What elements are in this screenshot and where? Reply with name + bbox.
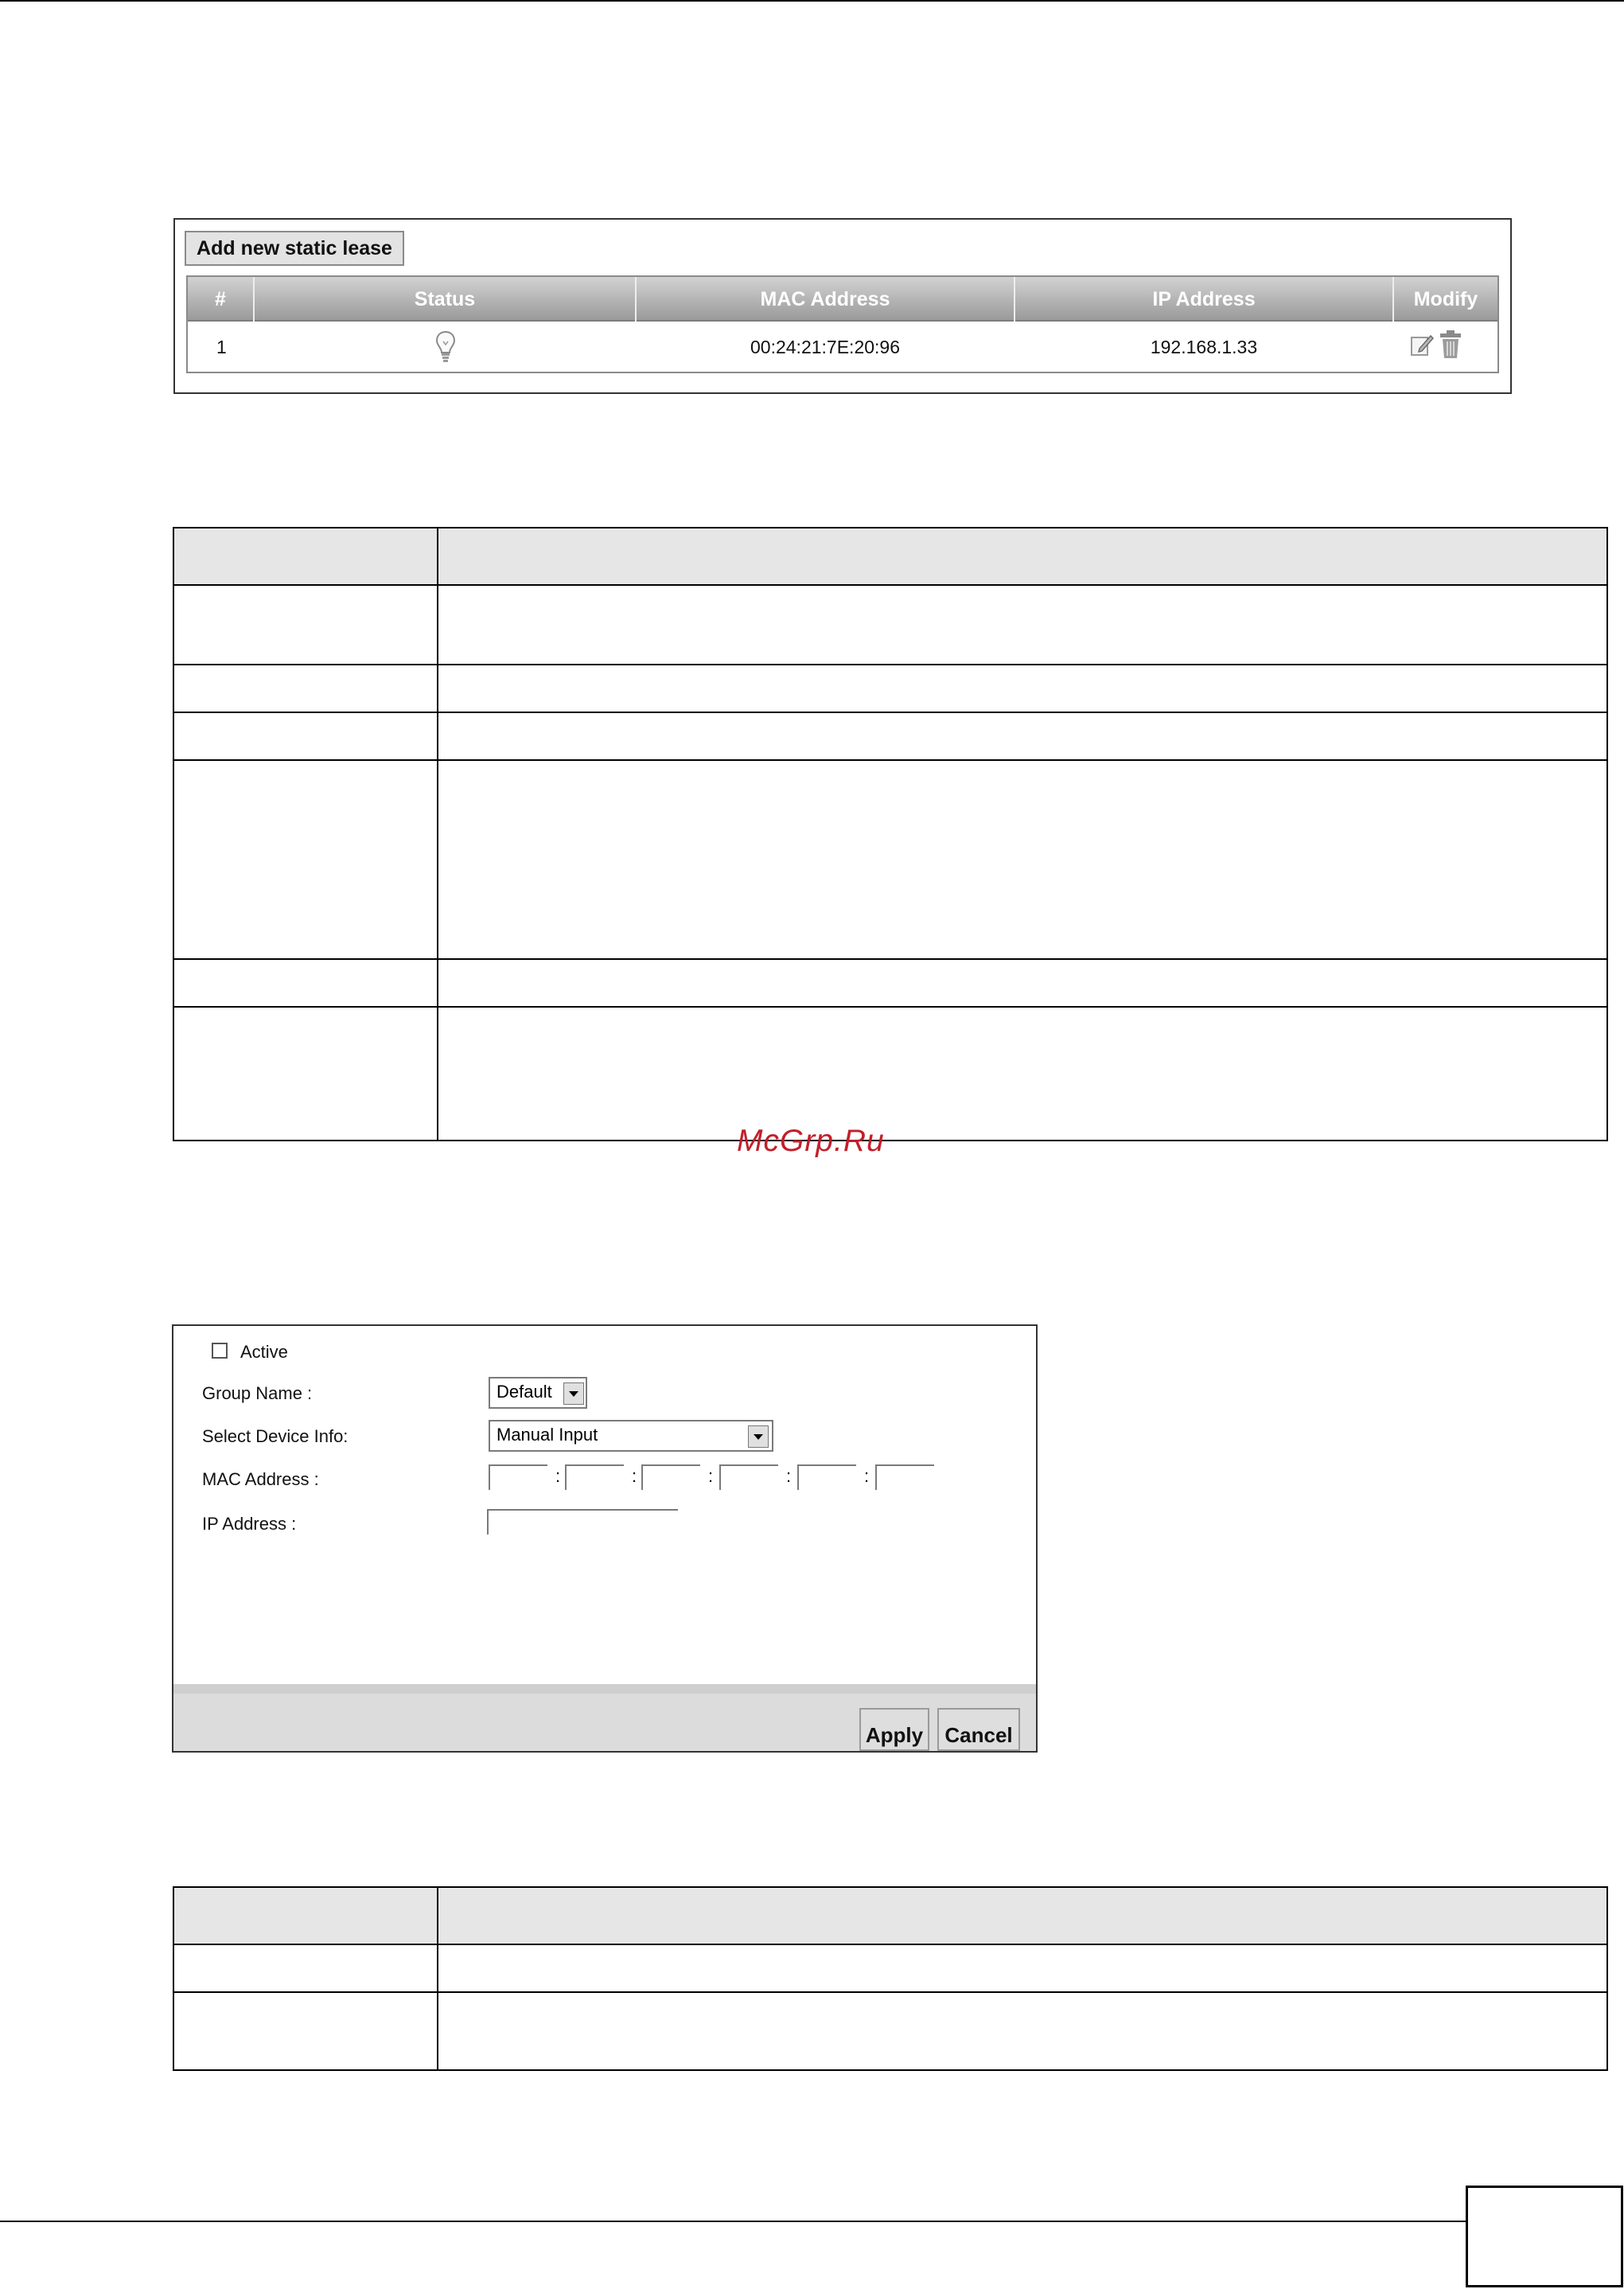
- edit-icon[interactable]: [1410, 333, 1434, 358]
- row-divider: [174, 712, 1606, 713]
- mac-octet-2-input[interactable]: [565, 1464, 624, 1490]
- footer-rule: [0, 2221, 1466, 2222]
- mac-octet-6-input[interactable]: [875, 1464, 934, 1490]
- mac-separator: :: [632, 1466, 637, 1486]
- mac-separator: :: [708, 1466, 714, 1486]
- column-divider: [437, 1888, 438, 2069]
- row-index: 1: [216, 337, 227, 357]
- table-row: [188, 322, 1497, 373]
- mac-octet-3-input[interactable]: [641, 1464, 700, 1490]
- row-divider: [174, 759, 1606, 761]
- static-lease-table: [186, 275, 1499, 373]
- chevron-down-icon[interactable]: [748, 1425, 769, 1448]
- group-name-select[interactable]: [489, 1377, 587, 1409]
- device-info-value: Manual Input: [497, 1425, 598, 1445]
- mac-octet-4-input[interactable]: [719, 1464, 778, 1490]
- row-mac: 00:24:21:7E:20:96: [750, 337, 900, 357]
- watermark: McGrp.Ru: [737, 1124, 885, 1158]
- table-header: [188, 277, 1497, 322]
- table-header: [174, 528, 1606, 586]
- device-info-label: Select Device Info:: [202, 1426, 349, 1446]
- field-description-table: [173, 527, 1608, 1141]
- column-divider: [437, 528, 438, 1140]
- ip-address-input[interactable]: [487, 1509, 678, 1534]
- group-name-label: Group Name :: [202, 1383, 313, 1403]
- active-checkbox[interactable]: [212, 1343, 228, 1359]
- row-ip: 192.168.1.33: [1150, 337, 1258, 357]
- row-divider: [174, 1006, 1606, 1008]
- col-header-mac: MAC Address: [760, 288, 890, 310]
- col-header-modify: Modify: [1413, 288, 1478, 310]
- table-header: [174, 1888, 1606, 1945]
- mac-octet-1-input[interactable]: [489, 1464, 547, 1490]
- group-name-value: Default: [497, 1382, 552, 1402]
- row-divider: [174, 958, 1606, 960]
- mac-address-label: MAC Address :: [202, 1469, 319, 1489]
- active-label: Active: [240, 1342, 288, 1362]
- add-static-lease-button[interactable]: Add new static lease: [185, 231, 404, 266]
- bulb-icon: [434, 330, 457, 365]
- mac-separator: :: [864, 1466, 870, 1486]
- col-header-index: #: [215, 288, 226, 310]
- delete-icon[interactable]: [1439, 330, 1462, 360]
- device-info-select[interactable]: [489, 1420, 773, 1452]
- top-rule: [0, 0, 1624, 2]
- page-number-box: [1466, 2186, 1623, 2287]
- form-description-table: [173, 1886, 1608, 2071]
- row-divider: [174, 664, 1606, 665]
- cancel-button[interactable]: Cancel: [937, 1708, 1020, 1751]
- mac-octet-5-input[interactable]: [797, 1464, 856, 1490]
- col-header-status: Status: [414, 288, 476, 310]
- apply-button[interactable]: Apply: [859, 1708, 929, 1751]
- mac-separator: :: [555, 1466, 561, 1486]
- row-divider: [174, 1991, 1606, 1993]
- col-header-ip: IP Address: [1152, 288, 1256, 310]
- ip-address-label: IP Address :: [202, 1514, 297, 1534]
- chevron-down-icon[interactable]: [563, 1382, 584, 1405]
- mac-separator: :: [786, 1466, 792, 1486]
